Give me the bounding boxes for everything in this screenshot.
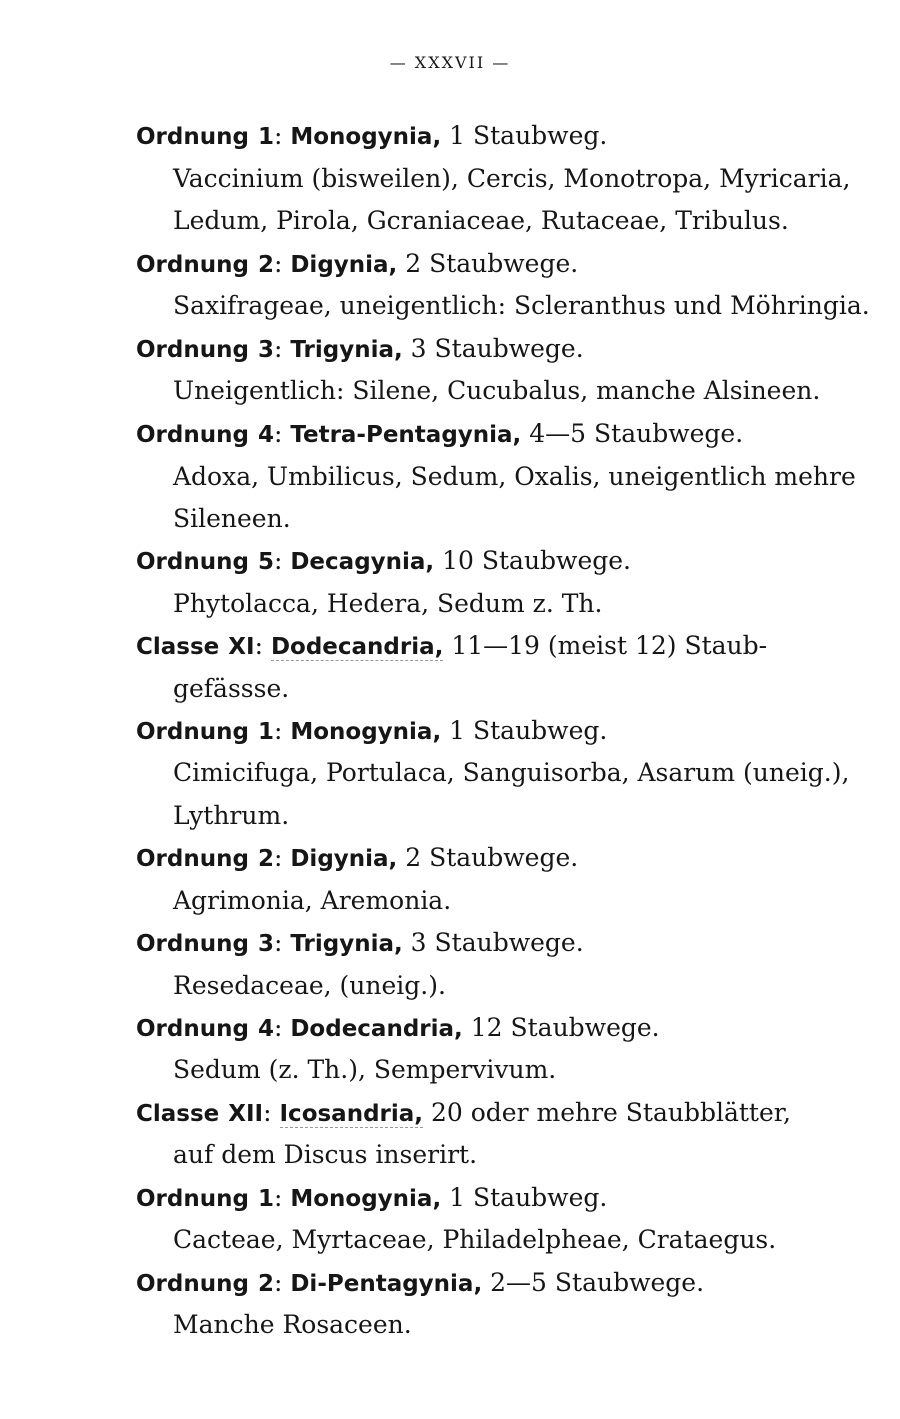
heading-name: Monogynia, bbox=[290, 1186, 442, 1212]
heading-name: Monogynia, bbox=[290, 124, 442, 150]
genera-line: Cacteae, Myrtaceae, Philadelpheae, Crataegus. bbox=[173, 1225, 777, 1254]
heading-label: Ordnung bbox=[136, 124, 249, 150]
order-heading: Ordnung 2: Digynia, 2 Staubwege. bbox=[136, 249, 579, 278]
heading-name: Dodecandria, bbox=[270, 634, 444, 660]
genera-line: Phytolacca, Hedera, Sedum z. Th. bbox=[173, 589, 603, 618]
heading-description: 11—19 (meist 12) Staub- bbox=[443, 631, 768, 660]
heading-label: Ordnung bbox=[136, 719, 249, 745]
heading-name: Dodecandria, bbox=[290, 1016, 463, 1042]
heading-number: 1 bbox=[257, 1186, 274, 1212]
heading-label: Ordnung bbox=[136, 337, 249, 363]
heading-number: 3 bbox=[257, 931, 274, 957]
genera-line: Agrimonia, Aremonia. bbox=[173, 886, 452, 915]
heading-description: 2 Staubwege. bbox=[397, 249, 579, 278]
order-heading: Ordnung 5: Decagynia, 10 Staubwege. bbox=[136, 546, 631, 575]
heading-description: 20 oder mehre Staubblätter, bbox=[423, 1098, 791, 1127]
heading-number: XI bbox=[228, 634, 255, 660]
order-heading: Ordnung 1: Monogynia, 1 Staubweg. bbox=[136, 716, 608, 745]
heading-label: Ordnung bbox=[136, 549, 249, 575]
genera-line: Sedum (z. Th.), Sempervivum. bbox=[173, 1055, 557, 1084]
heading-description: 1 Staubweg. bbox=[441, 716, 608, 745]
heading-description: 2—5 Staubwege. bbox=[482, 1268, 705, 1297]
heading-name: Di-Pentagynia, bbox=[290, 1271, 483, 1297]
heading-label: Ordnung bbox=[136, 1016, 249, 1042]
heading-number: 4 bbox=[257, 1016, 274, 1042]
genera-line: Ledum, Pirola, Gcraniaceae, Rutaceae, Tribulus. bbox=[173, 206, 789, 235]
order-heading: Ordnung 3: Trigynia, 3 Staubwege. bbox=[136, 928, 584, 957]
heading-label: Ordnung bbox=[136, 252, 249, 278]
genera-line: Lythrum. bbox=[173, 801, 290, 830]
order-heading: Ordnung 4: Tetra-Pentagynia, 4—5 Staubwege. bbox=[136, 419, 744, 448]
order-heading: Ordnung 2: Digynia, 2 Staubwege. bbox=[136, 843, 579, 872]
heading-number: XII bbox=[228, 1101, 264, 1127]
heading-label: Ordnung bbox=[136, 422, 249, 448]
order-heading: Ordnung 1: Monogynia, 1 Staubweg. bbox=[136, 1183, 608, 1212]
heading-name: Digynia, bbox=[290, 846, 398, 872]
heading-name: Decagynia, bbox=[290, 549, 435, 575]
heading-description: 10 Staubwege. bbox=[434, 546, 631, 575]
heading-description: 1 Staubweg. bbox=[441, 121, 608, 150]
heading-number: 4 bbox=[257, 422, 274, 448]
genera-line: Manche Rosaceen. bbox=[173, 1310, 412, 1339]
page-number: — XXXVII — bbox=[389, 53, 511, 72]
heading-name: Trigynia, bbox=[290, 337, 403, 363]
order-heading: Ordnung 2: Di-Pentagynia, 2—5 Staubwege. bbox=[136, 1268, 705, 1297]
heading-description: 3 Staubwege. bbox=[402, 334, 584, 363]
heading-description: 3 Staubwege. bbox=[402, 928, 584, 957]
heading-label: Ordnung bbox=[136, 1186, 249, 1212]
heading-description: 12 Staubwege. bbox=[462, 1013, 660, 1042]
heading-name: Icosandria, bbox=[279, 1101, 424, 1127]
heading-description: 1 Staubweg. bbox=[441, 1183, 608, 1212]
heading-number: 2 bbox=[257, 1271, 274, 1297]
heading-number: 1 bbox=[257, 124, 274, 150]
order-heading: Ordnung 4: Dodecandria, 12 Staubwege. bbox=[136, 1013, 660, 1042]
heading-number: 1 bbox=[257, 719, 274, 745]
heading-name: Trigynia, bbox=[290, 931, 403, 957]
genera-line: Uneigentlich: Silene, Cucubalus, manche Alsineen. bbox=[173, 376, 821, 405]
heading-number: 2 bbox=[257, 252, 274, 278]
genera-line: Adoxa, Umbilicus, Sedum, Oxalis, uneigentlich mehre bbox=[173, 462, 856, 491]
heading-label: Classe bbox=[136, 1101, 220, 1127]
heading-label: Classe bbox=[136, 634, 220, 660]
genera-line: Resedaceae, (uneig.). bbox=[173, 971, 446, 1000]
genera-line: Saxifrageae, uneigentlich: Scleranthus und Möhringia. bbox=[173, 291, 870, 320]
genera-line: auf dem Discus inserirt. bbox=[173, 1140, 478, 1169]
genera-line: Vaccinium (bisweilen), Cercis, Monotropa, Myricaria, bbox=[173, 164, 851, 193]
heading-number: 2 bbox=[257, 846, 274, 872]
class-heading: Classe XII: Icosandria, 20 oder mehre Staubblätter, bbox=[136, 1098, 791, 1127]
heading-description: 4—5 Staubwege. bbox=[521, 419, 744, 448]
order-heading: Ordnung 1: Monogynia, 1 Staubweg. bbox=[136, 121, 608, 150]
order-heading: Ordnung 3: Trigynia, 3 Staubwege. bbox=[136, 334, 584, 363]
heading-number: 3 bbox=[257, 337, 274, 363]
heading-name: Monogynia, bbox=[290, 719, 442, 745]
heading-name: Tetra-Pentagynia, bbox=[290, 422, 522, 448]
heading-label: Ordnung bbox=[136, 846, 249, 872]
genera-line: Sileneen. bbox=[173, 504, 291, 533]
heading-number: 5 bbox=[257, 549, 274, 575]
heading-label: Ordnung bbox=[136, 931, 249, 957]
heading-label: Ordnung bbox=[136, 1271, 249, 1297]
genera-line: gefässse. bbox=[173, 674, 290, 703]
genera-line: Cimicifuga, Portulaca, Sanguisorba, Asarum (uneig.), bbox=[173, 758, 850, 787]
class-heading: Classe XI: Dodecandria, 11—19 (meist 12) Staub- bbox=[136, 631, 768, 660]
heading-name: Digynia, bbox=[290, 252, 398, 278]
heading-description: 2 Staubwege. bbox=[397, 843, 579, 872]
